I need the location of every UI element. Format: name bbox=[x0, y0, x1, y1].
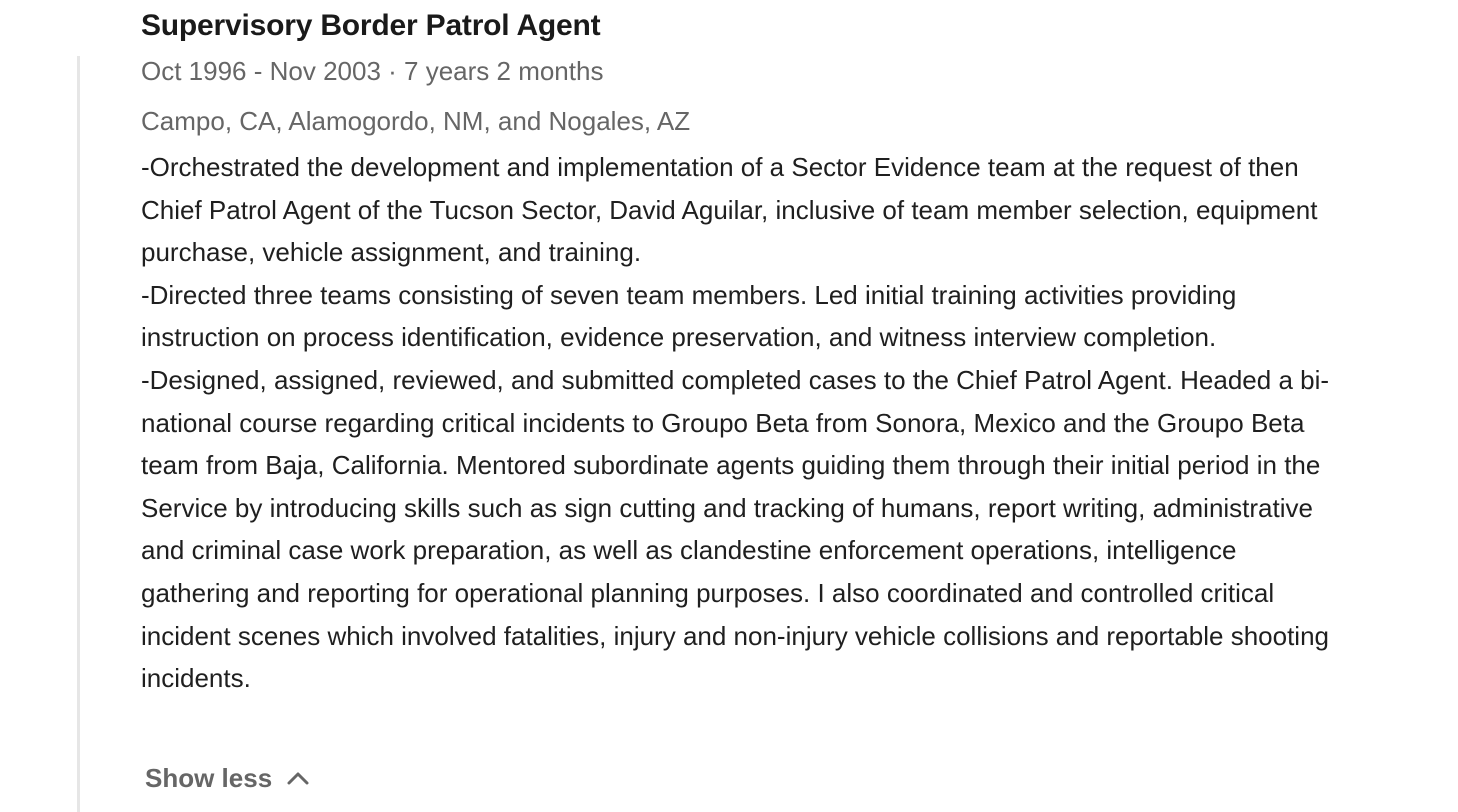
show-less-button[interactable] bbox=[145, 758, 310, 798]
chevron-up-icon bbox=[286, 770, 310, 786]
experience-entry bbox=[141, 0, 1351, 700]
description-paragraph: -Designed, assigned, reviewed, and submitted completed cases to the Chief Patrol Agent. Headed a bi-national course regarding critical incidents to Groupo Beta from Sonora, Mexico and the Groupo Beta team from Baja, California. Mentored subordinate agents guiding them through their initial period in the Service by introducing skills such as sign cutting and tracking of humans, report writing, administrative and criminal case work preparation, as well as clandestine enforcement operations, intelligence gathering and reporting for operational planning purposes. I also coordinated and controlled critical incident scenes which involved fatalities, injury and non-injury vehicle collisions and reportable shooting incidents. bbox=[141, 364, 1330, 694]
job-location: Campo, CA, Alamogordo, NM, and Nogales, AZ bbox=[141, 106, 691, 136]
timeline-line bbox=[77, 56, 80, 812]
show-less-label: Show less bbox=[145, 763, 273, 793]
description-paragraph: -Orchestrated the development and implementation of a Sector Evidence team at the request of then Chief Patrol Agent of the Tucson Sector, David Aguilar, inclusive of team member selection, equipment purchase, vehicle assignment, and training. bbox=[141, 152, 1318, 268]
date-range: Oct 1996 - Nov 2003 · 7 years 2 months bbox=[141, 56, 604, 86]
job-description bbox=[141, 146, 1351, 700]
job-title: Supervisory Border Patrol Agent bbox=[141, 9, 601, 42]
description-paragraph: -Directed three teams consisting of seven team members. Led initial training activities providing instruction on process identification, evidence preservation, and witness interview completion. bbox=[141, 279, 1237, 353]
